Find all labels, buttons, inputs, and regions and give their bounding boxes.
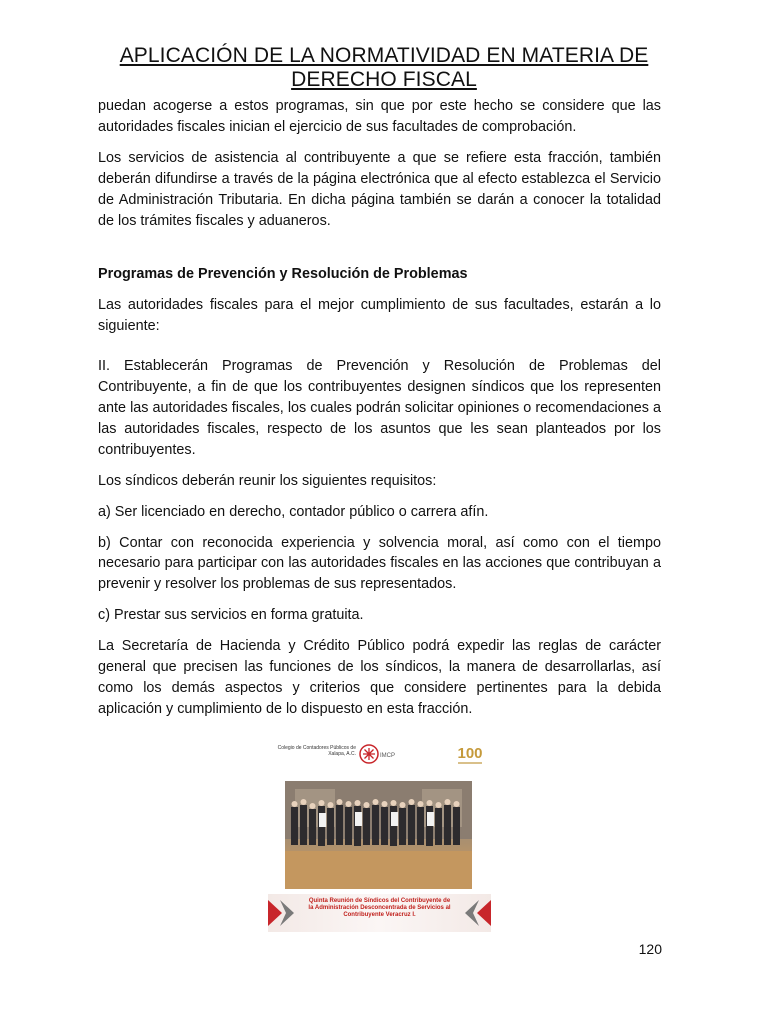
paragraph-shcp-rules: La Secretaría de Hacienda y Crédito Público podrá expedir las reglas de carácter general que precisen las funciones de los síndicos, la manera de desarrollarlas, así como los demás aspectos y criterios que considere pertinentes para la debida aplicación y cumplimiento de lo dispuesto en esta fracción. — [98, 638, 661, 717]
flyer-header — [268, 737, 491, 777]
caption-line-1: Quinta Reunión de Síndicos del Contribuyente de — [308, 898, 451, 904]
left-arrow-decoration — [268, 896, 298, 930]
caption-text — [296, 898, 463, 919]
document-body — [98, 96, 661, 730]
imcp-logo — [358, 741, 398, 767]
group-photo-scene — [285, 781, 472, 889]
anniversary-number: 100 — [457, 745, 483, 762]
paragraph-requirements-intro: Los síndicos deberán reunir los siguientes requisitos: — [98, 472, 437, 489]
right-arrow-decoration — [461, 896, 491, 930]
header-line-2: DERECHO FISCAL — [291, 68, 477, 91]
paragraph-authorities: Las autoridades fiscales para el mejor cumplimiento de sus facultades, estarán a lo siguiente: — [98, 297, 661, 335]
flyer-caption — [268, 894, 491, 932]
caption-line-2: la Administración Desconcentrada de Servicios al — [308, 905, 451, 911]
requirement-item-c: c) Prestar sus servicios en forma gratuita. — [98, 607, 364, 624]
anniversary-logo — [452, 739, 488, 769]
caption-line-3: Contribuyente Veracruz I. — [343, 912, 416, 918]
page-number: 120 — [638, 941, 662, 957]
group-photo — [285, 781, 472, 889]
paragraph-continuation: puedan acogerse a estos programas, sin que por este hecho se considere que las autoridades fiscales inician el ejercicio de sus facultades de comprobación. — [98, 98, 661, 135]
paragraph-assistance-services: Los servicios de asistencia al contribuyente a que se refiere esta fracción, también deberán difundirse a través de la página electrónica que al efecto establezca el Servicio de Administración Tributaria. En dicha página también se darán a conocer la totalidad de los trámites fiscales y aduaneros. — [98, 149, 661, 229]
page-header — [0, 44, 768, 92]
requirement-item-b: b) Contar con reconocida experiencia y solvencia moral, así como con el tiempo necesario para participar con las autoridades fiscales en las acciones que contribuyan a prevenir y resolver los problemas de sus representados. — [98, 534, 661, 593]
header-line-1: APLICACIÓN DE LA NORMATIVIDAD EN MATERIA DE — [119, 44, 649, 67]
college-name: Colegio de Contadores Públicos de Xalapa, A.C. — [277, 745, 356, 757]
requirement-item-a: a) Ser licenciado en derecho, contador público o carrera afín. — [98, 503, 489, 520]
imcp-logo-text: IMCP — [380, 753, 395, 759]
section-heading: Programas de Prevención y Resolución de Problemas — [98, 266, 468, 283]
paragraph-fraction-ii: II. Establecerán Programas de Prevención y Resolución de Problemas del Contribuyente, a fin de que los contribuyentes designen síndicos que los representen ante las autoridades fiscales, los cuales podrán solicitar opiniones o recomendaciones a las autoridades fiscales, respecto de los asuntos que les sean planteados por los contribuyentes. — [98, 358, 661, 458]
event-flyer-image — [268, 737, 491, 932]
